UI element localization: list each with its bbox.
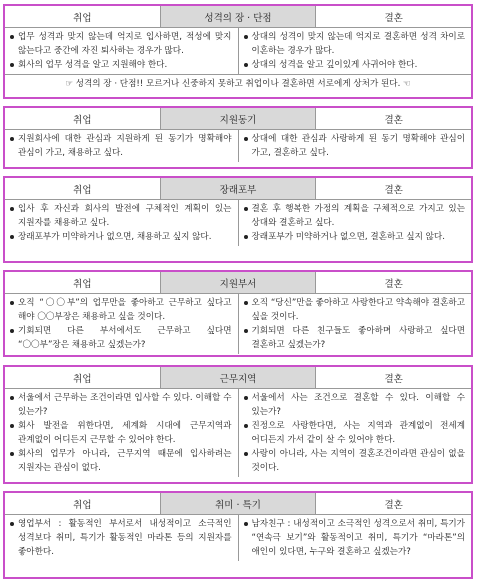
bullet-item: 남자친구 : 내성적이고 소극적인 성격으로서 취미, 특기가 “연속극 보기”와 활동적이고 취미, 특기가 “마라톤”의 애인이 있다면, 누구와 결혼하고 싶겠는가? bbox=[243, 517, 466, 559]
header-right-marriage: 결혼 bbox=[384, 184, 403, 196]
bullet-item: 오직 “당신”만을 좋아하고 사랑한다고 약속해야 결혼하고 싶을 것이다. bbox=[243, 296, 466, 324]
card-body bbox=[5, 28, 471, 74]
bullet-item: 상대의 성격을 알고 깊이있게 사귀어야 한다. bbox=[243, 58, 466, 72]
bullet-item: 영업부서 : 활동적인 부서로서 내성적이고 소극적인 성격보다 취미, 특기가 활동적인 마라톤 등의 지원자를 좋아한다. bbox=[9, 517, 232, 559]
job-column bbox=[5, 130, 238, 162]
bullet-item: 회사 발전을 위한다면, 세계화 시대에 근무지역과 관계없이 어디든지 근무할 수 있어야 한다. bbox=[9, 419, 232, 447]
header-left-job: 취업 bbox=[73, 184, 92, 196]
header-topic: 취미 · 특기 bbox=[160, 493, 317, 514]
job-column bbox=[5, 28, 238, 74]
header-topic: 성격의 장 · 단점 bbox=[160, 6, 317, 27]
bullet-item: 오직 “〇〇부”의 업무만을 좋아하고 근무하고 싶다고 해야 〇〇부장은 채용하고 싶을 것이다. bbox=[9, 296, 232, 324]
bullet-item: 진정으로 사랑한다면, 사는 지역과 관계없이 전세계 어디든지 가서 같이 살 수 있어야 한다. bbox=[243, 419, 466, 447]
comparison-card bbox=[3, 176, 473, 263]
marriage-column bbox=[238, 515, 472, 561]
header-left-job: 취업 bbox=[73, 12, 92, 24]
marriage-column bbox=[238, 130, 472, 162]
bullet-item: 기회되면 다른 친구들도 좋아하며 사랑하고 싶다면 결혼하고 싶겠는가? bbox=[243, 324, 466, 352]
bullet-item: 상대에 대한 관심과 사랑하게 된 동기 명확해야 관심이 가고, 결혼하고 싶다. bbox=[243, 132, 466, 160]
comparison-card bbox=[3, 4, 473, 99]
header-topic: 장래포부 bbox=[160, 178, 317, 199]
bullet-item: 기회되면 다른 부서에서도 근무하고 싶다면 “〇〇부”장은 채용하고 싶겠는가? bbox=[9, 324, 232, 352]
header-right-marriage: 결혼 bbox=[384, 278, 403, 290]
card-header bbox=[5, 108, 471, 130]
card-header bbox=[5, 367, 471, 389]
card-body bbox=[5, 130, 471, 162]
bullet-item: 장래포부가 미약하거나 없으면, 채용하고 싶지 않다. bbox=[9, 230, 232, 244]
comparison-card bbox=[3, 106, 473, 169]
bullet-item: 회사의 업무 성격을 알고 지원해야 한다. bbox=[9, 58, 232, 72]
header-topic: 근무지역 bbox=[160, 367, 317, 388]
card-header bbox=[5, 178, 471, 200]
job-column bbox=[5, 515, 238, 561]
card-body bbox=[5, 515, 471, 561]
card-header bbox=[5, 272, 471, 294]
job-column bbox=[5, 200, 238, 246]
summary-note: ☞ 성격의 장 · 단점!! 모르거나 신중하지 못하고 취업이나 결혼하면 서로에게 상처가 된다. ☜ bbox=[5, 74, 471, 94]
header-left-job: 취업 bbox=[73, 278, 92, 290]
comparison-card bbox=[3, 365, 473, 484]
header-left-job: 취업 bbox=[73, 373, 92, 385]
card-body bbox=[5, 200, 471, 246]
bullet-item: 입사 후 자신과 회사의 발전에 구체적인 계획이 있는 지원자를 채용하고 싶다. bbox=[9, 202, 232, 230]
marriage-column bbox=[238, 294, 472, 354]
bullet-item: 서울에서 근무하는 조건이라면 입사할 수 있다. 이해할 수 있는가? bbox=[9, 391, 232, 419]
header-right-marriage: 결혼 bbox=[384, 12, 403, 24]
bullet-item: 결혼 후 행복한 가정의 계획을 구체적으로 가지고 있는 상대와 결혼하고 싶다. bbox=[243, 202, 466, 230]
bullet-item: 장래포부가 미약하거나 없으면, 결혼하고 싶지 않다. bbox=[243, 230, 466, 244]
header-right-marriage: 결혼 bbox=[384, 499, 403, 511]
header-right-marriage: 결혼 bbox=[384, 114, 403, 126]
header-right-marriage: 결혼 bbox=[384, 373, 403, 385]
bullet-item: 서울에서 사는 조건으로 결혼할 수 있다. 이해할 수 있는가? bbox=[243, 391, 466, 419]
marriage-column bbox=[238, 200, 472, 246]
card-body bbox=[5, 389, 471, 477]
comparison-card bbox=[3, 270, 473, 357]
bullet-item: 지원회사에 대한 관심과 지원하게 된 동기가 명확해야 관심이 가고, 채용하고 싶다. bbox=[9, 132, 232, 160]
card-header bbox=[5, 493, 471, 515]
bullet-item: 상대의 성격이 맞지 않는데 억지로 결혼하면 성격 차이로 이혼하는 경우가 많다. bbox=[243, 30, 466, 58]
marriage-column bbox=[238, 389, 472, 477]
comparison-card bbox=[3, 491, 473, 579]
header-topic: 지원동기 bbox=[160, 108, 317, 129]
job-column bbox=[5, 294, 238, 354]
header-left-job: 취업 bbox=[73, 499, 92, 511]
bullet-item: 사랑이 아니라, 사는 지역이 결혼조건이라면 관심이 없을 것이다. bbox=[243, 447, 466, 475]
header-topic: 지원부서 bbox=[160, 272, 317, 293]
bullet-item: 업무 성격과 맞지 않는데 억지로 입사하면, 적성에 맞지 않는다고 중간에 자진 퇴사하는 경우가 많다. bbox=[9, 30, 232, 58]
card-header bbox=[5, 6, 471, 28]
card-body bbox=[5, 294, 471, 354]
marriage-column bbox=[238, 28, 472, 74]
header-left-job: 취업 bbox=[73, 114, 92, 126]
bullet-item: 회사의 업무가 아니라, 근무지역 때문에 입사하려는 지원자는 관심이 없다. bbox=[9, 447, 232, 475]
job-column bbox=[5, 389, 238, 477]
